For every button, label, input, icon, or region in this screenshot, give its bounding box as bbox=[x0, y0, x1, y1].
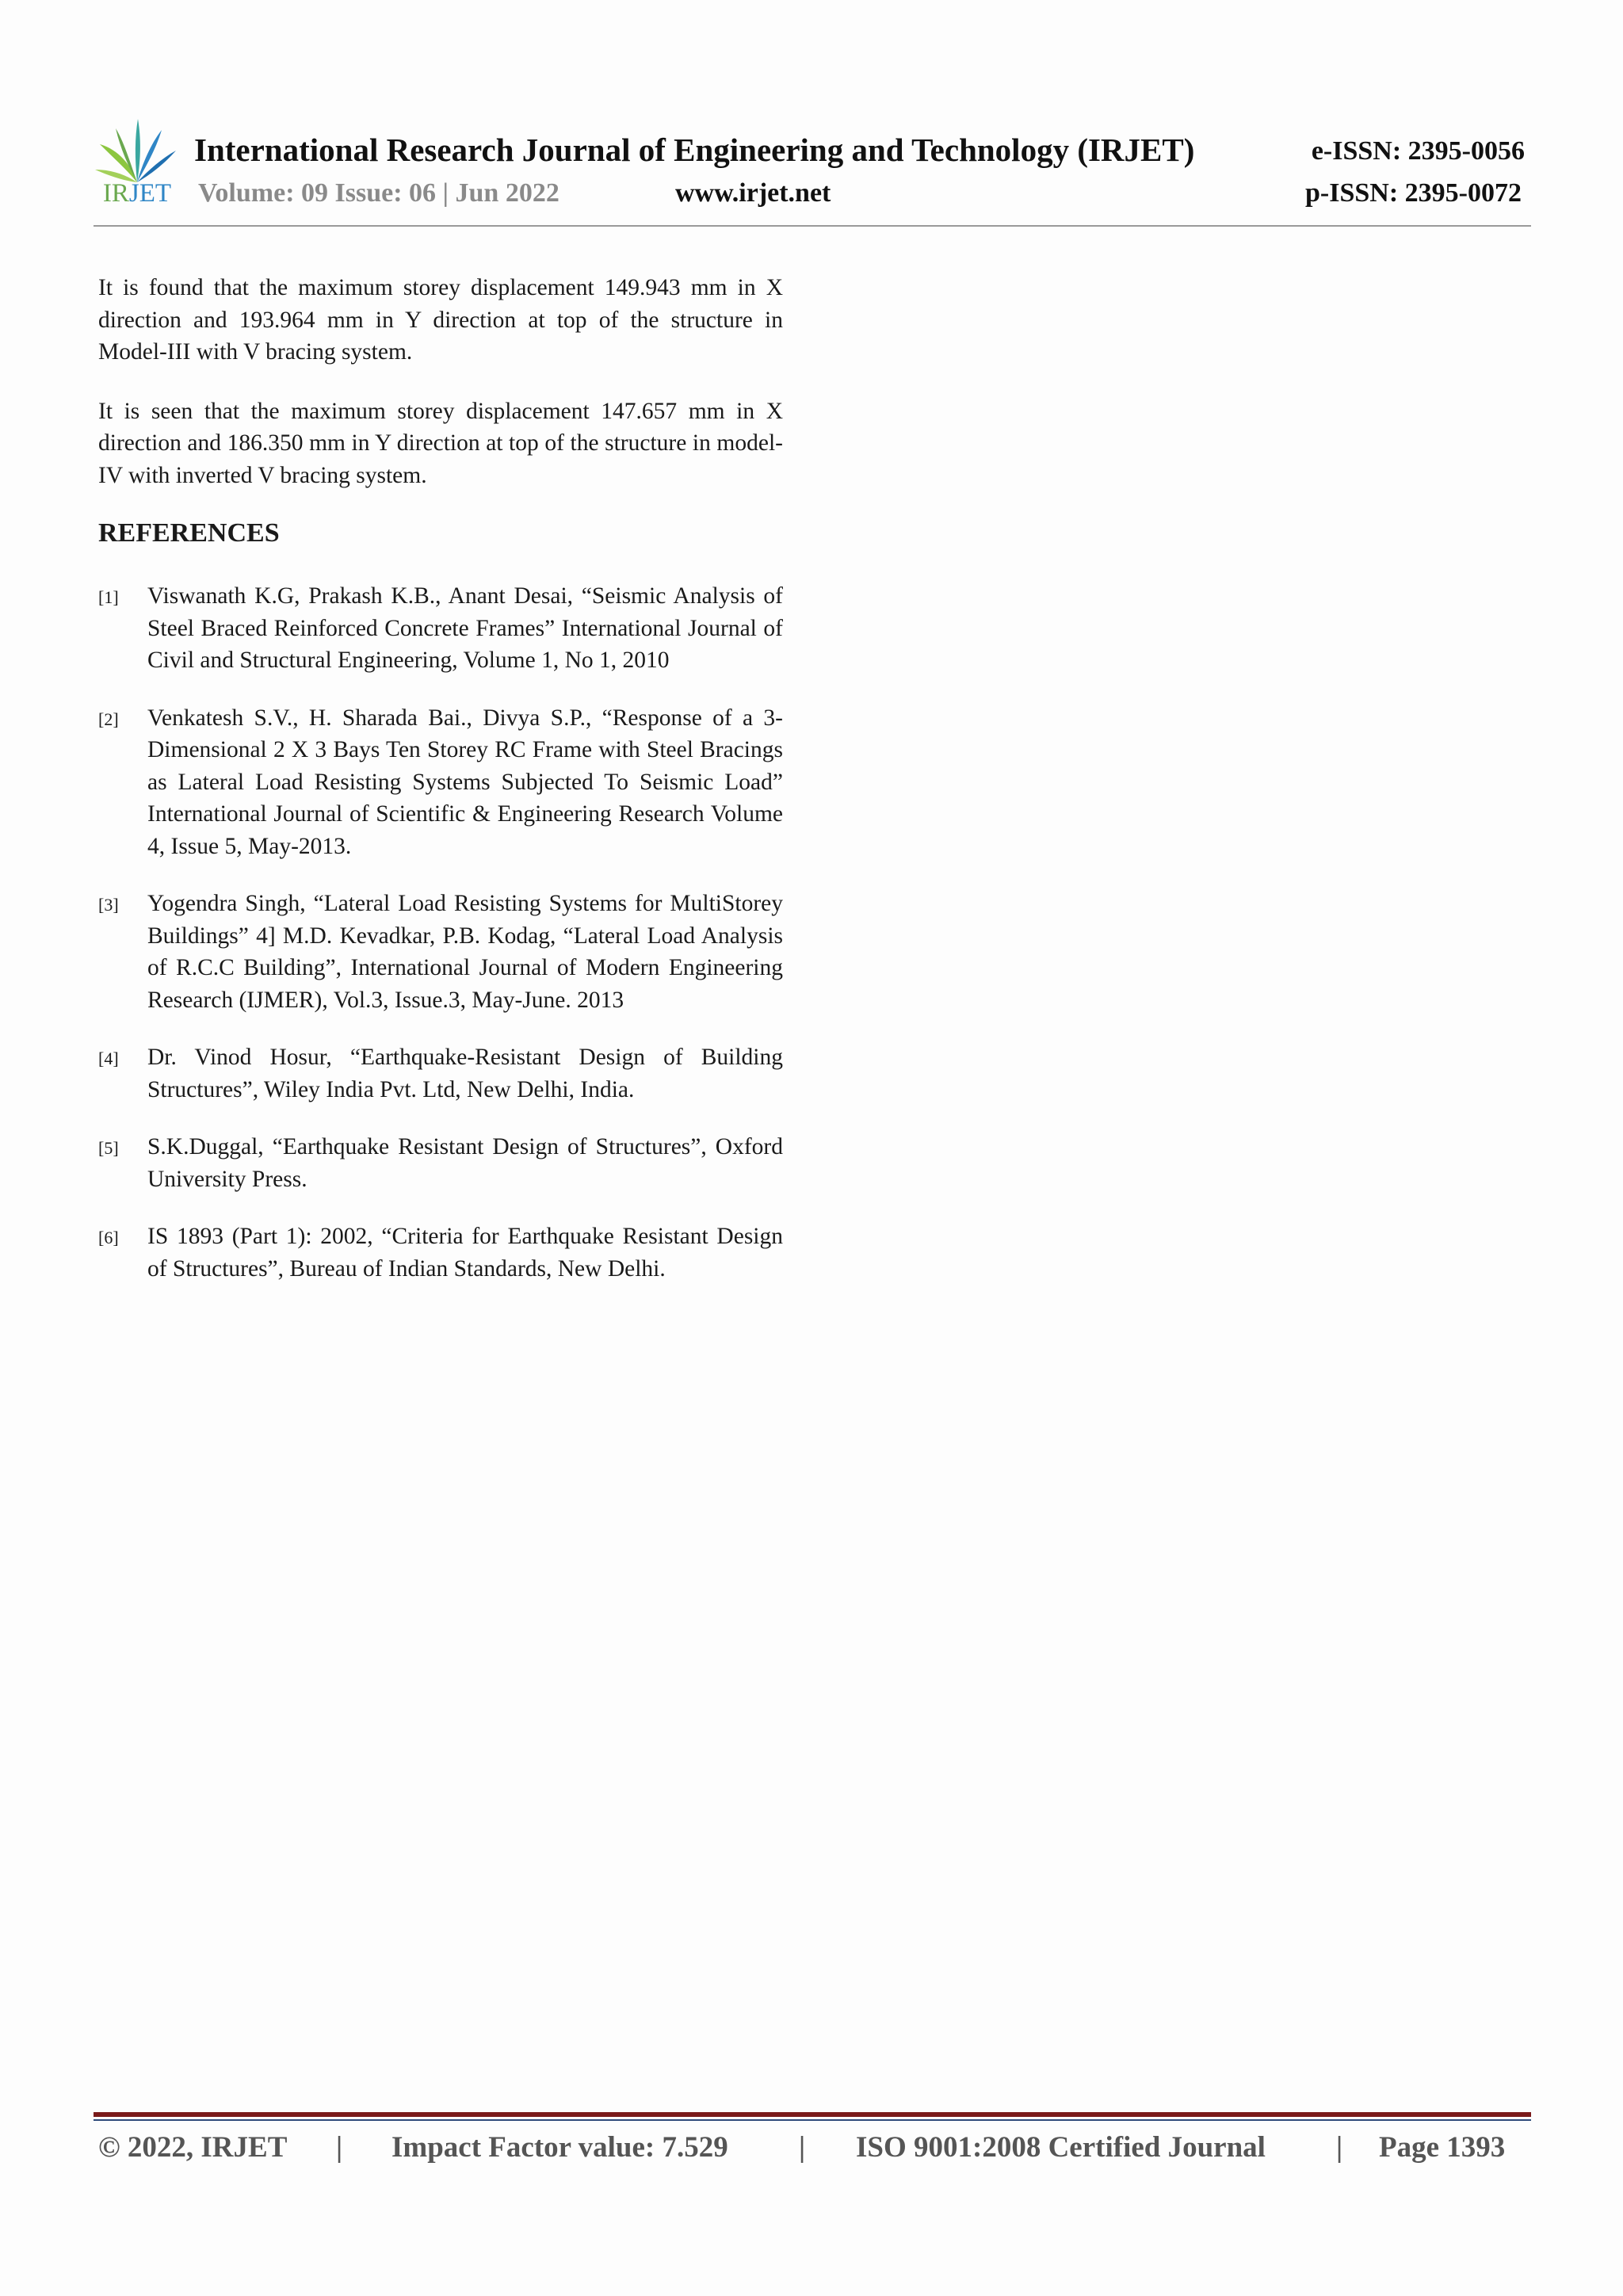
reference-number: [2] bbox=[98, 709, 119, 729]
logo-wordmark bbox=[94, 179, 181, 208]
text-column bbox=[98, 272, 783, 1310]
reference-text: Venkatesh S.V., H. Sharada Bai., Divya S.P., “Response of a 3-Dimensional 2 X 3 Bays Ten Storey RC Frame with Steel Bracings as Lateral Load Resisting Systems Subjected To Seismic Load” International Journal of Scientific & Engineering Research Volume 4, Issue 5, May-2013. bbox=[147, 705, 783, 859]
footer-divider-thin bbox=[94, 2119, 1531, 2121]
volume-info: Volume: 09 Issue: 06 | Jun 2022 bbox=[198, 178, 559, 208]
footer-impact-factor: Impact Factor value: 7.529 bbox=[391, 2131, 728, 2164]
irjet-logo bbox=[94, 117, 181, 212]
reference-text: Viswanath K.G, Prakash K.B., Anant Desai, “Seismic Analysis of Steel Braced Reinforced Concrete Frames” International Journal of Civil and Structural Engineering, Volume 1, No 1, 2010 bbox=[147, 583, 783, 673]
logo-wordmark-ir: IR bbox=[102, 179, 129, 208]
reference-text: S.K.Duggal, “Earthquake Resistant Design of Structures”, Oxford University Press. bbox=[147, 1134, 783, 1192]
conclusion-paragraph-1: It is found that the maximum storey displacement 149.943 mm in X direction and 193.964 mm in Y direction at top of the structure in Model-III with V bracing system. bbox=[98, 275, 783, 365]
website-link[interactable]: www.irjet.net bbox=[675, 178, 831, 208]
reference-number: [6] bbox=[98, 1228, 119, 1247]
references-heading: REFERENCES bbox=[98, 518, 280, 548]
conclusion-paragraph-2: It is seen that the maximum storey displacement 147.657 mm in X direction and 186.350 mm in Y direction at top of the structure in model-IV with inverted V bracing system. bbox=[98, 398, 783, 488]
reference-number: [4] bbox=[98, 1049, 119, 1068]
journal-title: International Research Journal of Engineering and Technology (IRJET) bbox=[194, 132, 1195, 168]
footer-page-number: Page 1393 bbox=[1379, 2131, 1506, 2164]
footer-iso: ISO 9001:2008 Certified Journal bbox=[856, 2131, 1266, 2164]
reference-number: [5] bbox=[98, 1138, 119, 1158]
reference-item bbox=[98, 1041, 783, 1106]
page-footer bbox=[98, 2130, 1517, 2170]
reference-number: [3] bbox=[98, 895, 119, 915]
reference-item bbox=[98, 888, 783, 1016]
logo-leaves-icon bbox=[94, 117, 181, 185]
pissn: p-ISSN: 2395-0072 bbox=[1305, 178, 1522, 208]
reference-item bbox=[98, 580, 783, 677]
reference-item bbox=[98, 702, 783, 863]
reference-item bbox=[98, 1131, 783, 1195]
footer-copyright: © 2022, IRJET bbox=[98, 2131, 288, 2164]
logo-wordmark-jet: JET bbox=[128, 179, 172, 208]
footer-separator: | bbox=[799, 2131, 806, 2164]
eissn: e-ISSN: 2395-0056 bbox=[1311, 136, 1525, 166]
reference-text: Dr. Vinod Hosur, “Earthquake-Resistant Design of Building Structures”, Wiley India Pvt. Ltd, New Delhi, India. bbox=[147, 1045, 783, 1102]
footer-separator: | bbox=[1336, 2131, 1343, 2164]
reference-text: Yogendra Singh, “Lateral Load Resisting Systems for MultiStorey Buildings” 4] M.D. Kevadkar, P.B. Kodag, “Lateral Load Analysis of R.C.C Building”, International Journal of Modern Engineering Research (IJMER), Vol.3, Issue.3, May-June. 2013 bbox=[147, 891, 783, 1013]
header-divider bbox=[94, 225, 1531, 227]
reference-item bbox=[98, 1221, 783, 1285]
reference-number: [1] bbox=[98, 587, 119, 607]
reference-text: IS 1893 (Part 1): 2002, “Criteria for Earthquake Resistant Design of Structures”, Bureau of Indian Standards, New Delhi. bbox=[147, 1224, 783, 1282]
footer-separator: | bbox=[336, 2131, 343, 2164]
footer-divider-thick bbox=[94, 2112, 1531, 2117]
